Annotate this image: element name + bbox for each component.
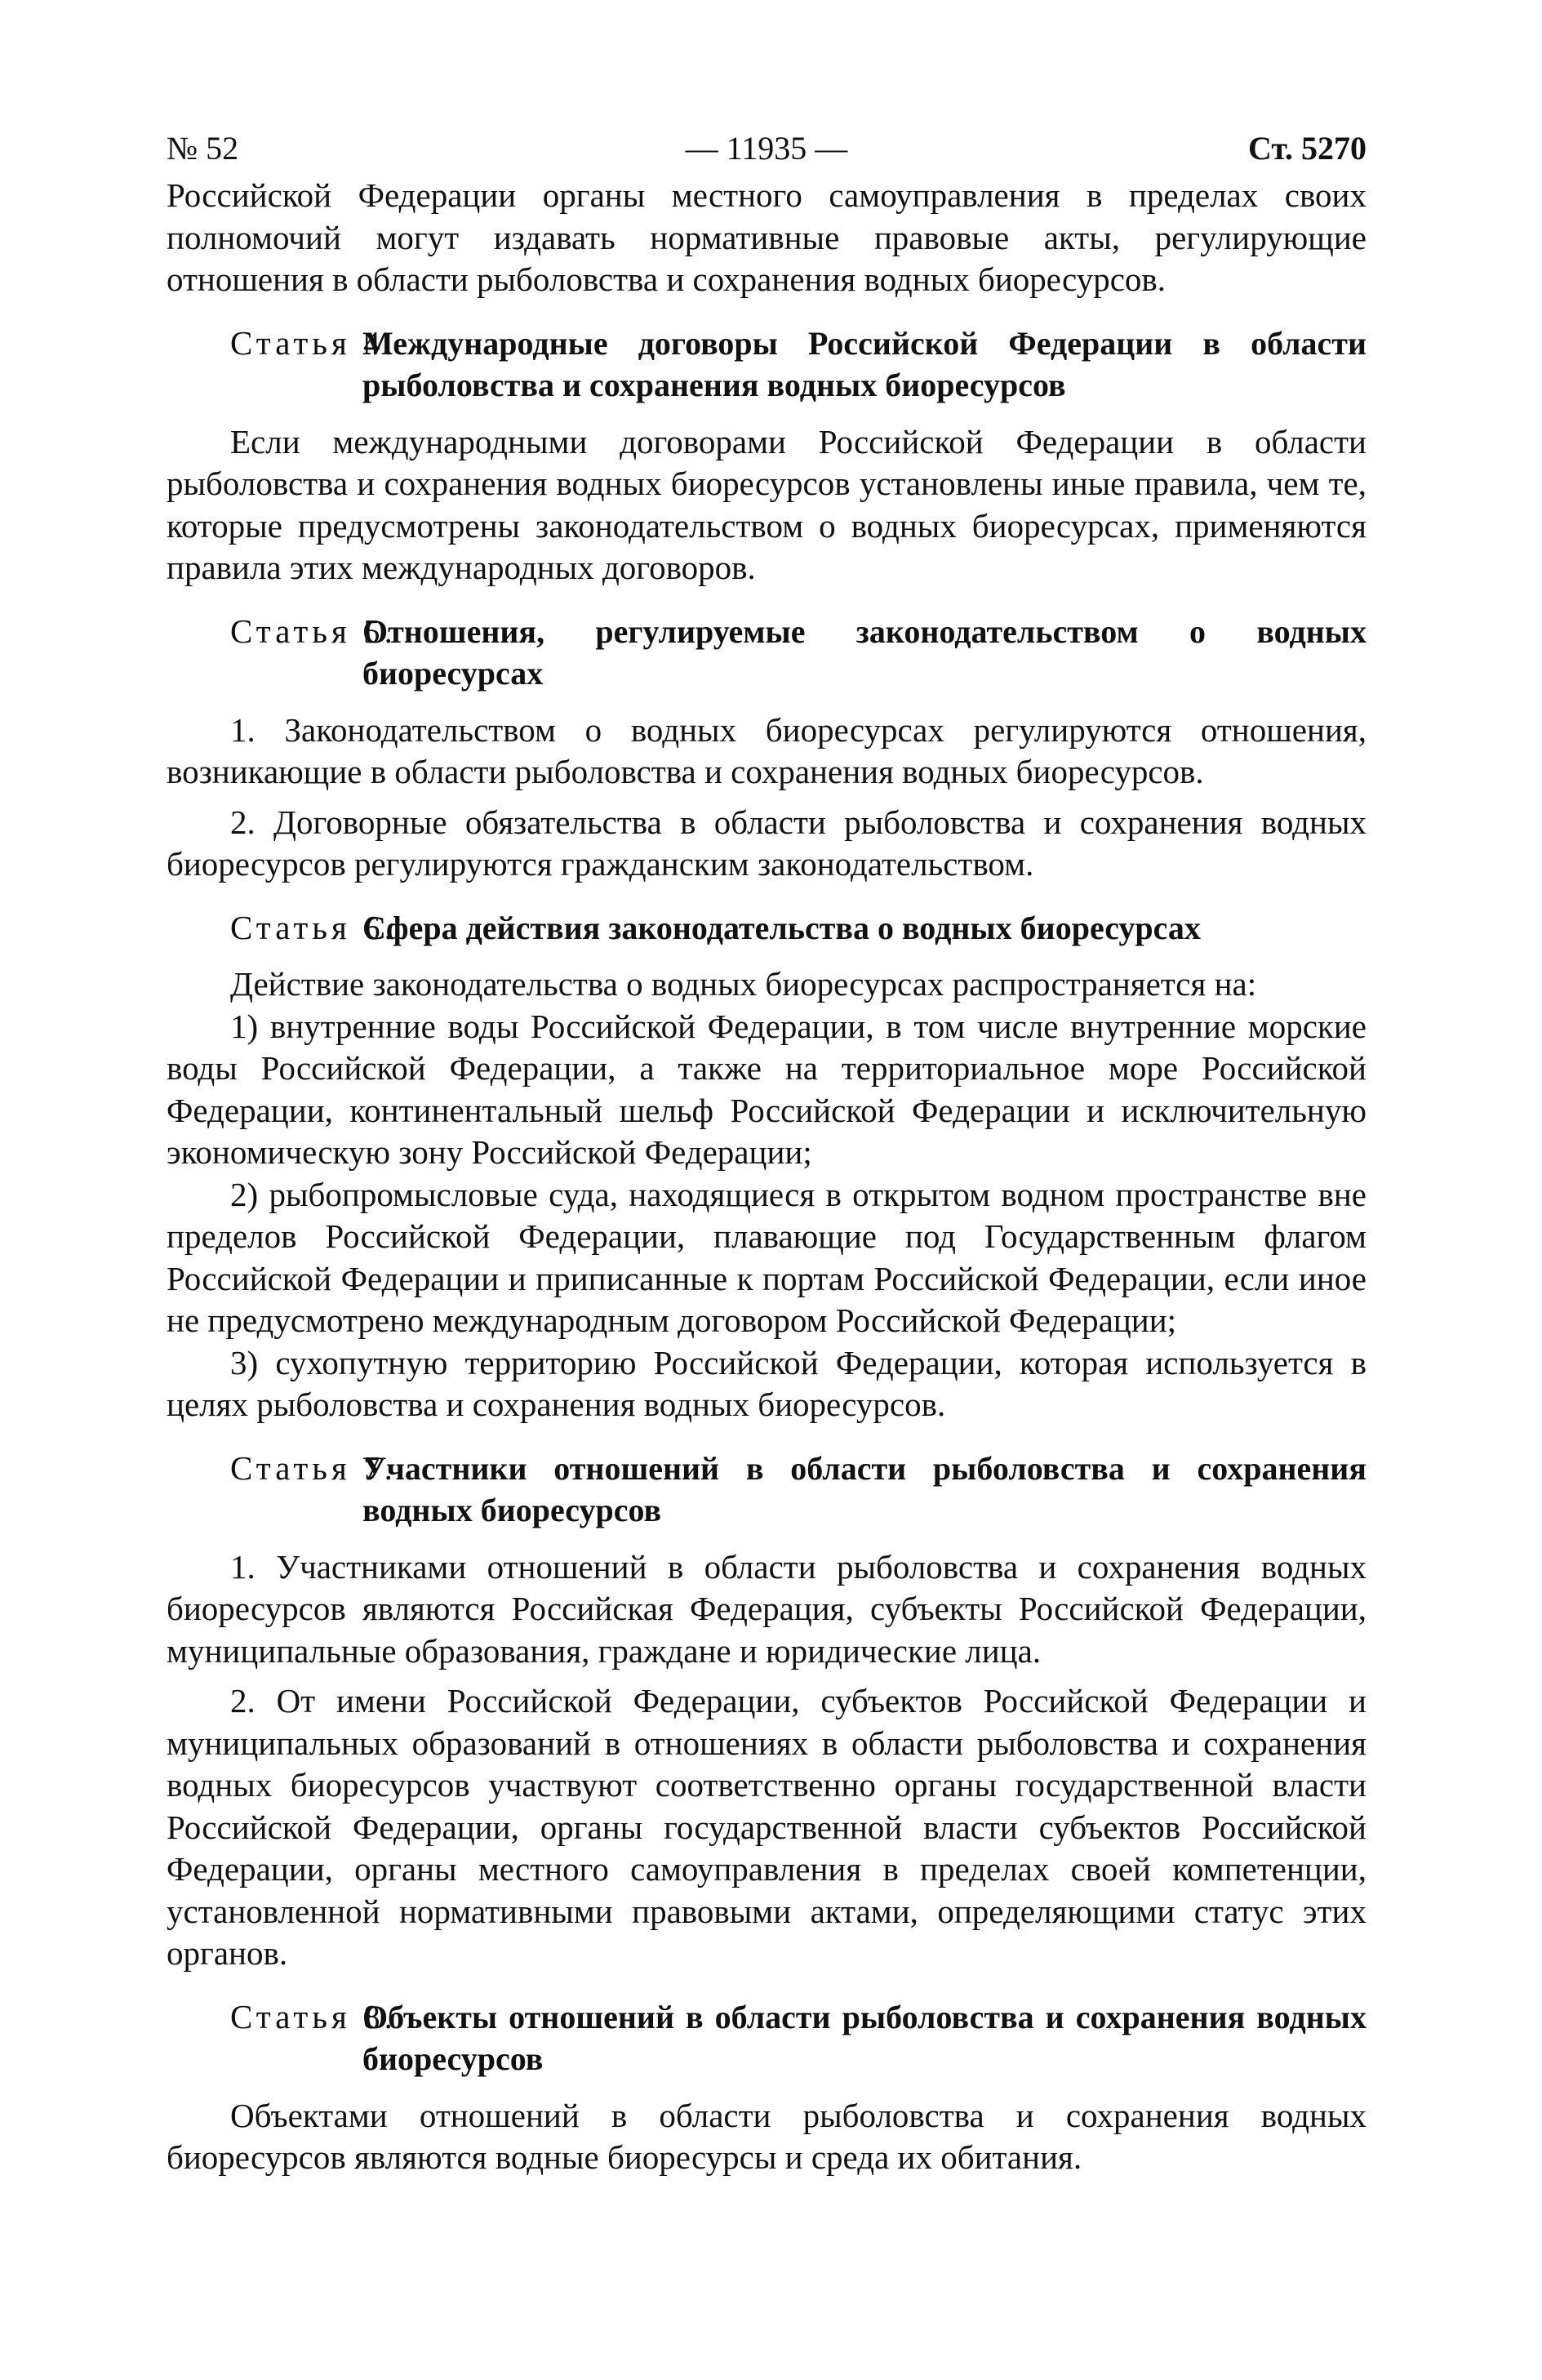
article-6-paragraph-4: 3) сухопутную территорию Российской Федерации, которая используется в целях рыболовства и сохранения водных биоресурсов. [167, 1343, 1366, 1423]
article-5-heading [167, 611, 1366, 695]
document-page [167, 122, 1366, 2179]
article-4-paragraph-1: Если международными договорами Российской Федерации в области рыболовства и сохранения водных биоресурсов установлены иные правила, чем те, которые предусмотрены законодательством о водных биоресурсах, применяются правила этих международных договоров. [167, 422, 1366, 586]
article-reference: Ст. 5270 [1248, 130, 1366, 167]
article-8-heading [167, 1996, 1366, 2080]
article-7-paragraph-1: 1. Участниками отношений в области рыболовства и сохранения водных биоресурсов являются Российская Федерация, субъекты Российской Федерации, муниципальные образования, граждане и юридические лица. [167, 1547, 1366, 1670]
article-title: Участники отношений в области рыболовства и сохранения водных биоресурсов [362, 1449, 1366, 1528]
article-label: Статья 5. [230, 612, 397, 650]
article-label: Статья 6. [230, 908, 397, 946]
article-label: Статья 8. [230, 1997, 397, 2035]
article-4-heading [167, 323, 1366, 407]
article-6-paragraph-1: Действие законодательства о водных биоресурсах распространяется на: [230, 965, 1257, 1003]
page-header [167, 122, 1366, 175]
article-6-paragraph-3: 2) рыбопромысловые суда, находящиеся в открытом водном пространстве вне пределов Российской Федерации, плавающие под Государственным флагом Российской Федерации и приписанные к портам Российской Федерации, если иное не предусмотрено международным договором Российской Федерации; [167, 1175, 1366, 1339]
article-title: Международные договоры Российской Федерации в области рыболовства и сохранения водных биоресурсов [362, 324, 1366, 403]
issue-number: № 52 [167, 130, 239, 167]
page-number: — 11935 — [685, 130, 848, 167]
article-label: Статья 7. [230, 1448, 397, 1487]
article-7-heading [167, 1448, 1366, 1532]
article-5-paragraph-1: 1. Законодательством о водных биоресурсах регулируются отношения, возникающие в области рыболовства и сохранения водных биоресурсов. [167, 710, 1366, 790]
article-title: Отношения, регулируемые законодательством о водных биоресурсах [362, 612, 1366, 692]
article-7-paragraph-2: 2. От имени Российской Федерации, субъектов Российской Федерации и муниципальных образований в отношениях в области рыболовства и сохранения водных биоресурсов участвуют соответственно органы государственной власти Российской Федерации, органы государственной власти субъектов Российской Федерации, органы местного самоуправления в пределах своей компетенции, установленной нормативными правовыми актами, определяющими статус этих органов. [167, 1682, 1366, 1972]
article-title: Объекты отношений в области рыболовства и сохранения водных биоресурсов [362, 1998, 1366, 2077]
article-6-heading [167, 907, 1366, 950]
article-8-paragraph-1: Объектами отношений в области рыболовства и сохранения водных биоресурсов являются водные биоресурсы и среда их обитания. [167, 2096, 1366, 2176]
intro-paragraph: Российской Федерации органы местного самоуправления в пределах своих полномочий могут издавать нормативные правовые акты, регулирующие отношения в области рыболовства и сохранения водных биоресурсов. [167, 176, 1366, 298]
article-title: Сфера действия законодательства о водных биоресурсах [362, 909, 1201, 946]
article-6-paragraph-2: 1) внутренние воды Российской Федерации, в том числе внутренние морские воды Российской Федерации, а также на территориальное море Российской Федерации, континентальный шельф Российской Федерации и исключительную экономическую зону Российской Федерации; [167, 1007, 1366, 1171]
article-5-paragraph-2: 2. Договорные обязательства в области рыболовства и сохранения водных биоресурсов регулируются гражданским законодательством. [167, 803, 1366, 883]
article-label: Статья 4. [230, 323, 397, 362]
